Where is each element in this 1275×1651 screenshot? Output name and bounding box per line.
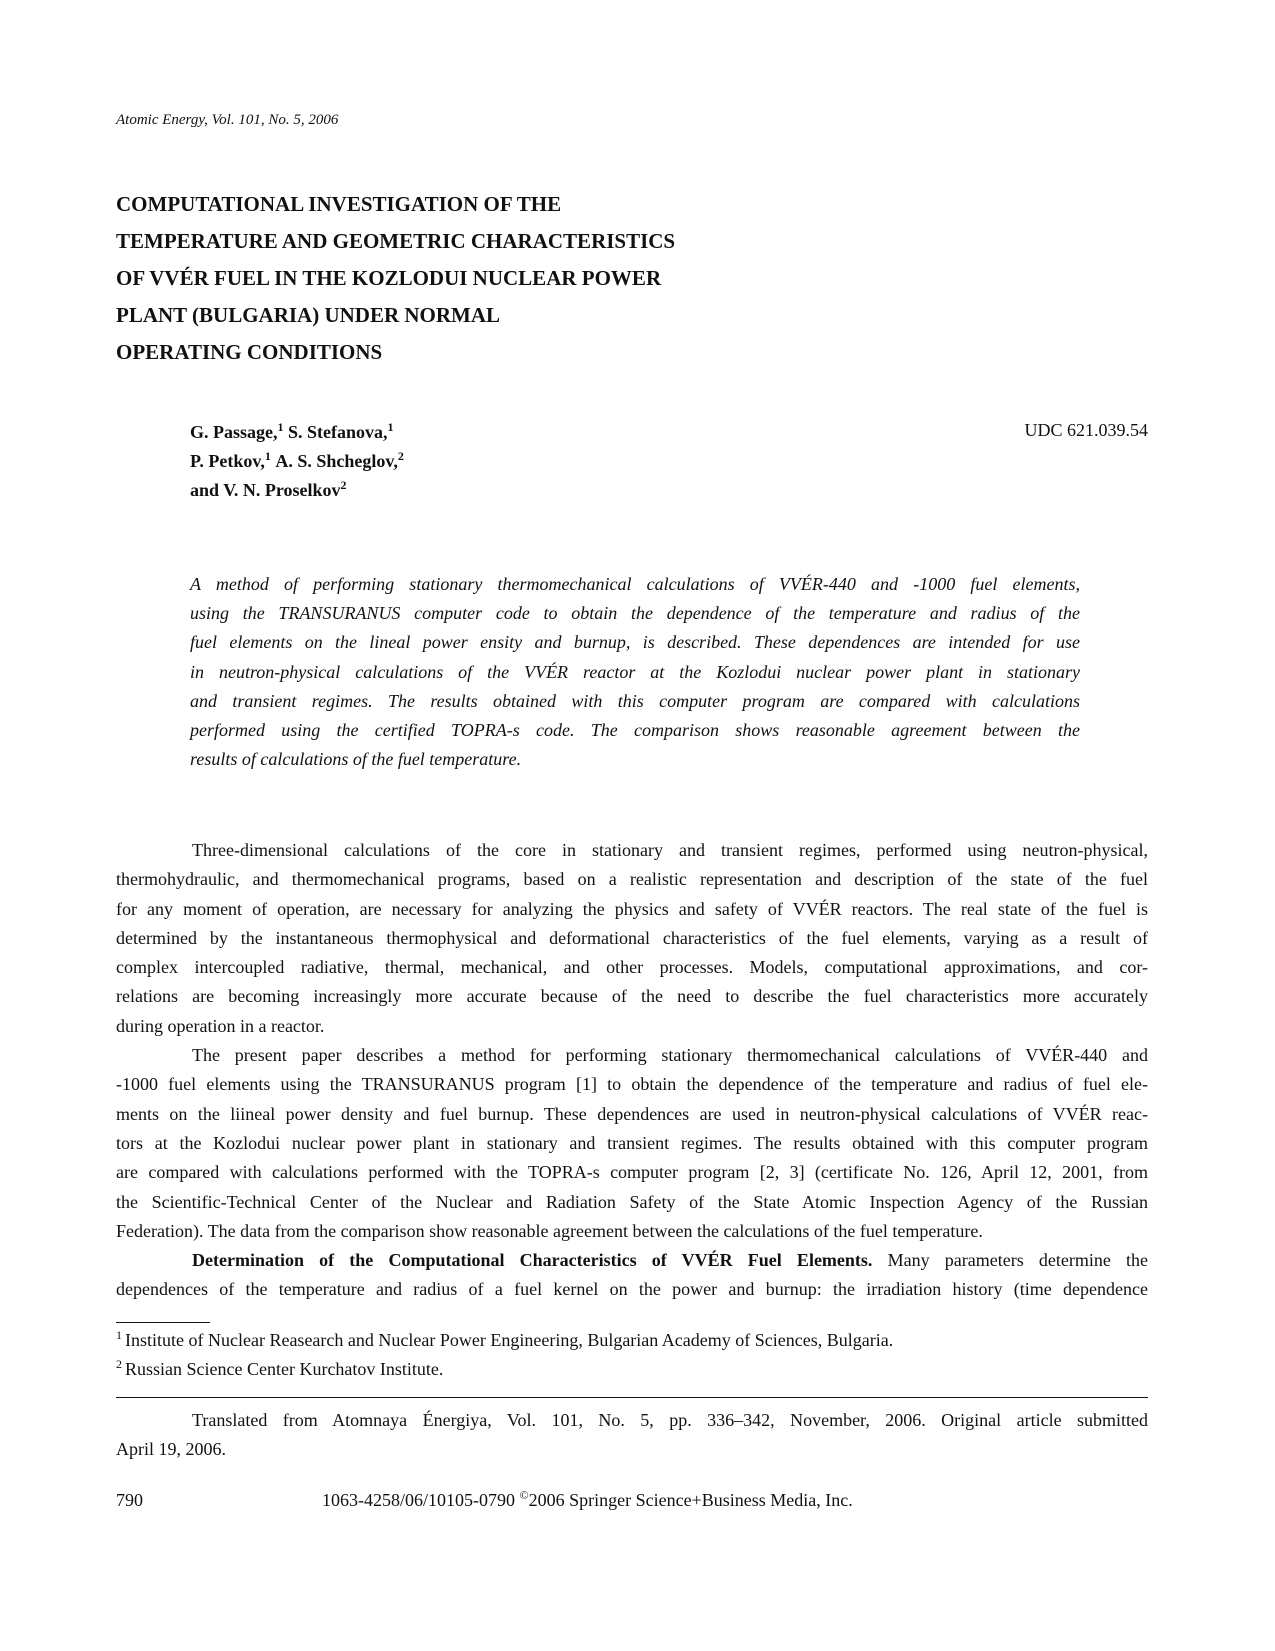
- title-line: OPERATING CONDITIONS: [116, 340, 383, 364]
- body-line: thermohydraulic, and thermomechanical programs, based on a realistic representation and description of the state of the fuel: [116, 869, 1148, 890]
- author-line: [190, 476, 404, 505]
- translation-line: April 19, 2006.: [116, 1439, 226, 1459]
- abstract-line: performed using the certified TOPRA-s code. The comparison shows reasonable agreement between the: [190, 720, 1080, 741]
- body-line: Three-dimensional calculations of the core in stationary and transient regimes, performed using neutron-physical,: [192, 840, 1148, 860]
- footnotes: [116, 1326, 893, 1384]
- body-line: the Scientific-Technical Center of the Nuclear and Radiation Safety of the State Atomic Inspection Agency of the Russian: [116, 1191, 1148, 1212]
- udc-code: UDC 621.039.54: [1024, 420, 1148, 440]
- affiliation-mark: 1: [277, 420, 284, 434]
- journal-header: Atomic Energy, Vol. 101, No. 5, 2006: [116, 112, 339, 128]
- body-text: [116, 836, 1148, 1305]
- abstract-line: A method of performing stationary thermomechanical calculations of VVÉR-440 and -1000 fuel elements,: [190, 574, 1080, 594]
- abstract-line: results of calculations of the fuel temperature.: [190, 749, 522, 770]
- translation-note: [116, 1406, 1148, 1464]
- body-line: tors at the Kozlodui nuclear power plant in stationary and transient regimes. The results obtained with this computer program: [116, 1132, 1148, 1153]
- title-line: TEMPERATURE AND GEOMETRIC CHARACTERISTICS: [116, 229, 676, 253]
- publisher-text: 2006 Springer Science+Business Media, Inc.: [528, 1490, 853, 1510]
- author-name: S. Stefanova,: [288, 422, 388, 442]
- title-line: COMPUTATIONAL INVESTIGATION OF THE: [116, 192, 562, 216]
- author-name: G. Passage,: [190, 422, 278, 442]
- abstract-line: using the TRANSURANUS computer code to obtain the dependence of the temperature and radius of the: [190, 603, 1080, 624]
- body-line: ments on the liineal power density and fuel burnup. These dependences are used in neutron-physical calculations of VVÉR reac-: [116, 1103, 1148, 1124]
- author-name: A. S. Shcheglov,: [275, 451, 398, 471]
- affiliation-mark: 2: [397, 449, 404, 463]
- body-line: The present paper describes a method for performing stationary thermomechanical calculations of VVÉR-440 and: [192, 1045, 1148, 1066]
- abstract-line: in neutron-physical calculations of the VVÉR reactor at the Kozlodui nuclear power plant in stationary: [190, 661, 1080, 682]
- title-line: PLANT (BULGARIA) UNDER NORMAL: [116, 303, 501, 327]
- section-heading: Determination of the Computational Characteristics of VVÉR Fuel Elements.: [192, 1250, 873, 1271]
- body-line: for any moment of operation, are necessary for analyzing the physics and safety of VVÉR reactors. The real state of the fuel is: [116, 898, 1148, 919]
- body-line: relations are becoming increasingly more accurate because of the need to describe the fuel characteristics more accurately: [116, 986, 1148, 1007]
- footnote-text: Institute of Nuclear Reasearch and Nuclear Power Engineering, Bulgarian Academy of Sciences, Bulgaria.: [125, 1330, 894, 1350]
- body-line: -1000 fuel elements using the TRANSURANUS program [1] to obtain the dependence of the temperature and radius of fuel ele-: [116, 1074, 1148, 1095]
- body-line: are compared with calculations performed with the TOPRA-s computer program [2, 3] (certificate No. 126, April 12, 2001, from: [116, 1162, 1148, 1183]
- body-line: determined by the instantaneous thermophysical and deformational characteristics of the fuel elements, varying as a result of: [116, 927, 1148, 948]
- body-line-text: Many parameters determine the: [887, 1250, 1149, 1271]
- divider: [116, 1397, 1148, 1398]
- copyright-symbol: ©: [519, 1488, 529, 1502]
- author-line: [190, 447, 404, 476]
- body-line: during operation in a reactor.: [116, 1015, 325, 1036]
- author-name: and V. N. Proselkov: [190, 480, 341, 500]
- affiliation-mark: 1: [264, 449, 271, 463]
- footnote-mark: 2: [116, 1357, 122, 1371]
- footnote: [116, 1355, 893, 1384]
- body-line: Federation). The data from the comparison show reasonable agreement between the calculations of the fuel temperature.: [116, 1220, 983, 1241]
- footnote-rule: [116, 1322, 210, 1323]
- author-name: P. Petkov,: [190, 451, 265, 471]
- abstract: [190, 570, 1080, 774]
- author-list: [190, 418, 404, 505]
- abstract-line: fuel elements on the lineal power ensity and burnup, is described. These dependences are intended for use: [190, 632, 1080, 653]
- author-line: [190, 418, 404, 447]
- affiliation-mark: 1: [387, 420, 394, 434]
- page-number: 790: [116, 1490, 143, 1510]
- article-title: [116, 186, 736, 371]
- footnote-mark: 1: [116, 1328, 122, 1342]
- translation-line: Translated from Atomnaya Énergiya, Vol. 101, No. 5, pp. 336–342, November, 2006. Original article submitted: [192, 1410, 1148, 1430]
- body-line: complex intercoupled radiative, thermal, mechanical, and other processes. Models, computational approximations, and cor-: [116, 957, 1148, 978]
- copyright-line: [322, 1490, 853, 1511]
- footnote-text: Russian Science Center Kurchatov Institute.: [125, 1359, 444, 1379]
- title-line: OF VVÉR FUEL IN THE KOZLODUI NUCLEAR POWER: [116, 266, 662, 290]
- body-line: dependences of the temperature and radius of a fuel kernel on the power and burnup: the irradiation history (time dependence: [116, 1279, 1148, 1300]
- abstract-line: and transient regimes. The results obtained with this computer program are compared with calculations: [190, 690, 1080, 711]
- issn-code: 1063-4258/06/10105-0790: [322, 1490, 515, 1510]
- body-line: [116, 1246, 1148, 1275]
- affiliation-mark: 2: [340, 478, 347, 492]
- footnote: [116, 1326, 893, 1355]
